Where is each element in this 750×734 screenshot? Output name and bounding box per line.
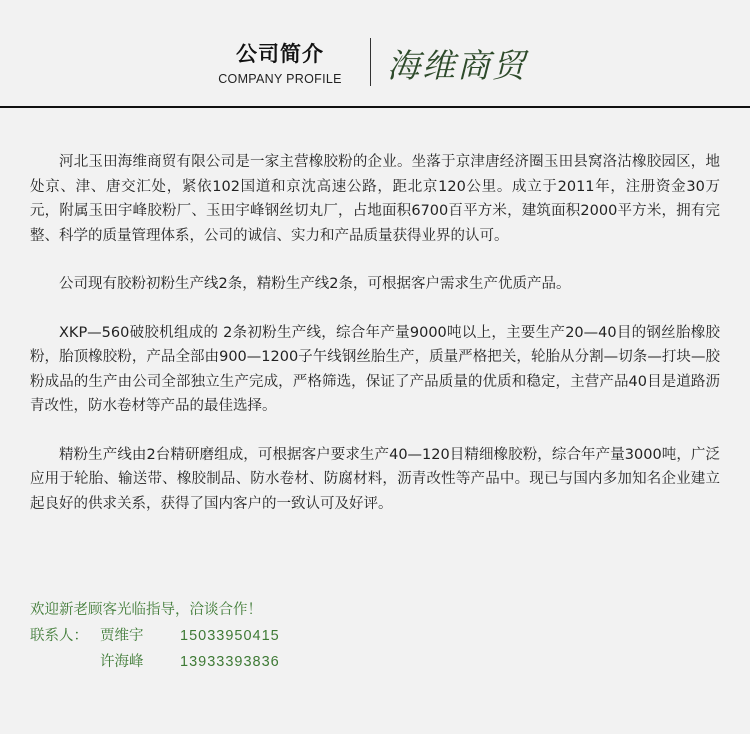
welcome-line: 欢迎新老顾客光临指导，洽谈合作！	[30, 602, 262, 618]
paragraph-coarse-powder: XKP—560破胶机组成的 2条初粉生产线，综合年产量9000吨以上，主要生产20—40目的钢丝胎橡胶粉，胎顶橡胶粉，产品全部由900—1200子午线钢丝胎生产，质量严格把关，轮胎从分割—切条—打块—胶粉成品的生产由公司全部独立生产完成，严格筛选，保证了产品质量的优质和稳定，主营产品40目是道路沥青改性，防水卷材等产品的最佳选择。	[30, 324, 720, 414]
contact-phone: 13933393836	[180, 654, 280, 670]
contact-phone: 15033950415	[180, 628, 280, 644]
contact-row-2	[30, 650, 720, 676]
contact-name: 许海峰	[100, 654, 144, 670]
page-header	[0, 0, 750, 110]
header-rule	[0, 106, 750, 108]
section-title: 公司简介	[236, 42, 324, 66]
title-block	[205, 38, 355, 86]
contact-row-1	[30, 624, 720, 650]
profile-body	[30, 150, 720, 540]
contact-block	[30, 598, 720, 676]
paragraph-fine-powder: 精粉生产线由2台精研磨组成，可根据客户要求生产40—120目精细橡胶粉，综合年产量3000吨，广泛应用于轮胎、输送带、橡胶制品、防水卷材、防腐材料，沥青改性等产品中。现已与国内多加知名企业建立起良好的供求关系，获得了国内客户的一致认可及好评。	[30, 446, 720, 512]
brand-name: 海维商贸	[387, 46, 527, 85]
contact-name: 贾维宇	[100, 628, 144, 644]
section-subtitle: COMPANY PROFILE	[218, 72, 342, 86]
paragraph-lines: 公司现有胶粉初粉生产线2条，精粉生产线2条，可根据客户需求生产优质产品。	[59, 276, 571, 292]
contact-label: 联系人：	[30, 628, 88, 644]
title-divider	[370, 38, 371, 86]
paragraph-intro: 河北玉田海维商贸有限公司是一家主营橡胶粉的企业。坐落于京津唐经济圈玉田县窝洛沽橡胶园区，地处京、津、唐交汇处，紧依102国道和京沈高速公路，距北京120公里。成立于2011年，注册资金30万元，附属玉田宇峰胶粉厂、玉田宇峰钢丝切丸厂，占地面积6700百平方米，建筑面积2000平方米，拥有完整、科学的质量管理体系，公司的诚信、实力和产品质量获得业界的认可。	[30, 154, 720, 244]
